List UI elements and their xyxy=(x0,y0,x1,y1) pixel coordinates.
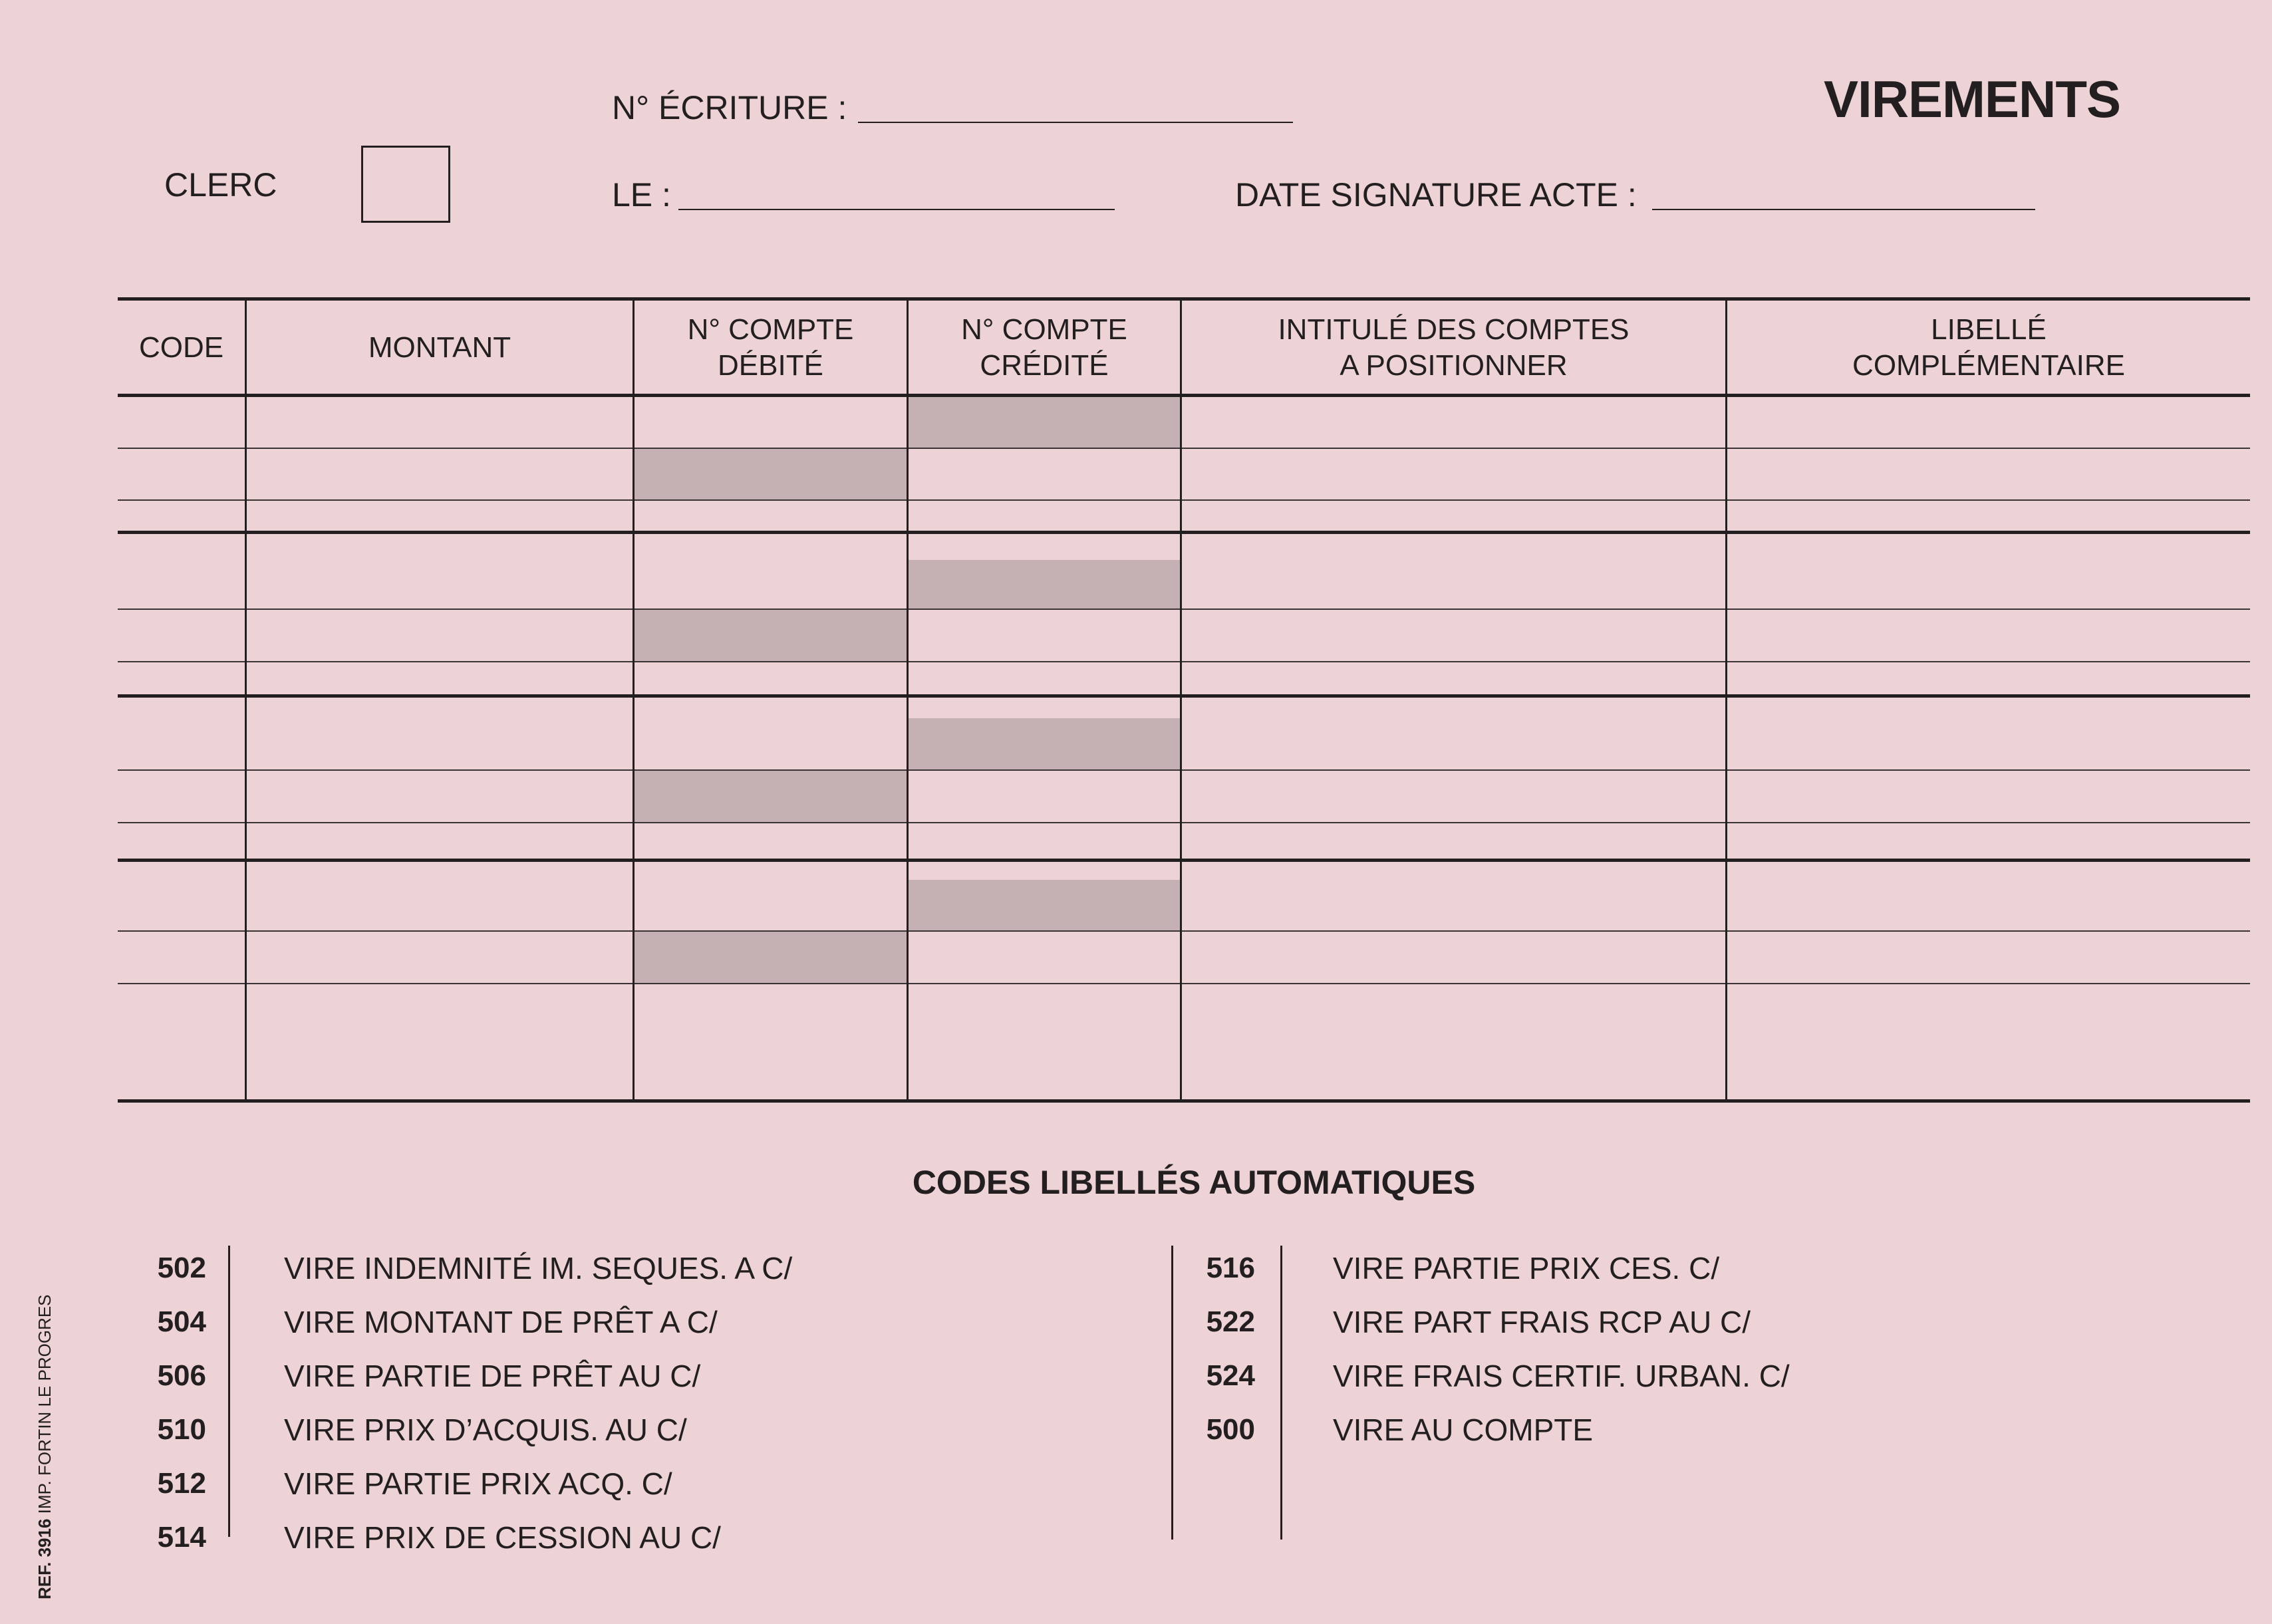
code-label: VIRE AU COMPTE xyxy=(1333,1413,1594,1447)
code-number: 500 xyxy=(1206,1413,1255,1446)
ref-number: REF. 3916 xyxy=(35,1518,55,1599)
clerc-label: CLERC xyxy=(164,166,277,203)
ecriture-label: N° ÉCRITURE : xyxy=(612,89,847,126)
code-number: 524 xyxy=(1206,1359,1255,1392)
row-line xyxy=(118,609,2250,610)
codes-divider xyxy=(1280,1246,1282,1540)
ref-printer: IMP. FORTIN LE PROGRES xyxy=(35,1294,55,1519)
shaded-cell xyxy=(634,610,907,661)
column-header-libelle: LIBELLÉ COMPLÉMENTAIRE xyxy=(1852,313,2125,382)
column-divider xyxy=(1725,299,1727,1102)
column-divider xyxy=(245,299,247,1102)
code-number: 516 xyxy=(1206,1252,1255,1284)
table-rule xyxy=(118,394,2250,397)
clerc-checkbox[interactable] xyxy=(361,146,450,223)
column-divider xyxy=(633,299,635,1102)
codes-divider xyxy=(228,1246,230,1537)
row-line xyxy=(118,661,2250,662)
code-label: VIRE PRIX D’ACQUIS. AU C/ xyxy=(284,1413,687,1447)
table-rule xyxy=(118,1099,2250,1103)
row-line xyxy=(118,448,2250,449)
code-number: 506 xyxy=(157,1359,206,1392)
code-number: 510 xyxy=(157,1413,206,1446)
column-header-intitule: INTITULÉ DES COMPTES A POSITIONNER xyxy=(1278,313,1630,382)
code-number: 514 xyxy=(157,1521,206,1554)
shaded-cell xyxy=(634,932,907,983)
code-label: VIRE PRIX DE CESSION AU C/ xyxy=(284,1520,721,1555)
printer-reference xyxy=(35,1294,55,1599)
shaded-cell xyxy=(634,771,907,822)
ecriture-field[interactable] xyxy=(858,122,1293,123)
column-header-montant: MONTANT xyxy=(368,331,511,364)
table-rule xyxy=(118,297,2250,301)
code-label: VIRE PART FRAIS RCP AU C/ xyxy=(1333,1305,1751,1339)
row-line xyxy=(118,822,2250,823)
table-rule xyxy=(118,859,2250,862)
code-number: 504 xyxy=(157,1305,206,1338)
table-rule xyxy=(118,694,2250,698)
code-label: VIRE PARTIE PRIX CES. C/ xyxy=(1333,1251,1720,1286)
column-divider xyxy=(907,299,909,1102)
codes-divider xyxy=(1171,1246,1173,1540)
date-signature-field[interactable] xyxy=(1652,209,2035,210)
codes-title: CODES LIBELLÉS AUTOMATIQUES xyxy=(912,1164,1476,1201)
shaded-cell xyxy=(909,396,1180,448)
code-label: VIRE FRAIS CERTIF. URBAN. C/ xyxy=(1333,1359,1790,1393)
code-number: 502 xyxy=(157,1252,206,1284)
table-rule xyxy=(118,531,2250,534)
shaded-cell xyxy=(909,718,1180,770)
le-label: LE : xyxy=(612,176,671,213)
code-label: VIRE PARTIE PRIX ACQ. C/ xyxy=(284,1466,672,1501)
column-divider xyxy=(1180,299,1182,1102)
shaded-cell xyxy=(909,880,1180,930)
code-number: 522 xyxy=(1206,1305,1255,1338)
row-line xyxy=(118,499,2250,501)
shaded-cell xyxy=(909,560,1180,609)
code-label: VIRE INDEMNITÉ IM. SEQUES. A C/ xyxy=(284,1251,793,1286)
form-title: VIREMENTS xyxy=(1824,70,2121,128)
code-label: VIRE PARTIE DE PRÊT AU C/ xyxy=(284,1359,701,1393)
row-line xyxy=(118,930,2250,932)
shaded-cell xyxy=(634,449,907,499)
date-signature-label: DATE SIGNATURE ACTE : xyxy=(1235,176,1637,213)
column-header-compte-credite: N° COMPTE CRÉDITÉ xyxy=(961,313,1127,382)
row-line xyxy=(118,769,2250,771)
column-header-code: CODE xyxy=(138,331,224,364)
code-number: 512 xyxy=(157,1467,206,1500)
row-line xyxy=(118,983,2250,984)
le-field[interactable] xyxy=(678,209,1115,210)
column-header-compte-debite: N° COMPTE DÉBITÉ xyxy=(687,313,854,382)
code-label: VIRE MONTANT DE PRÊT A C/ xyxy=(284,1305,718,1339)
